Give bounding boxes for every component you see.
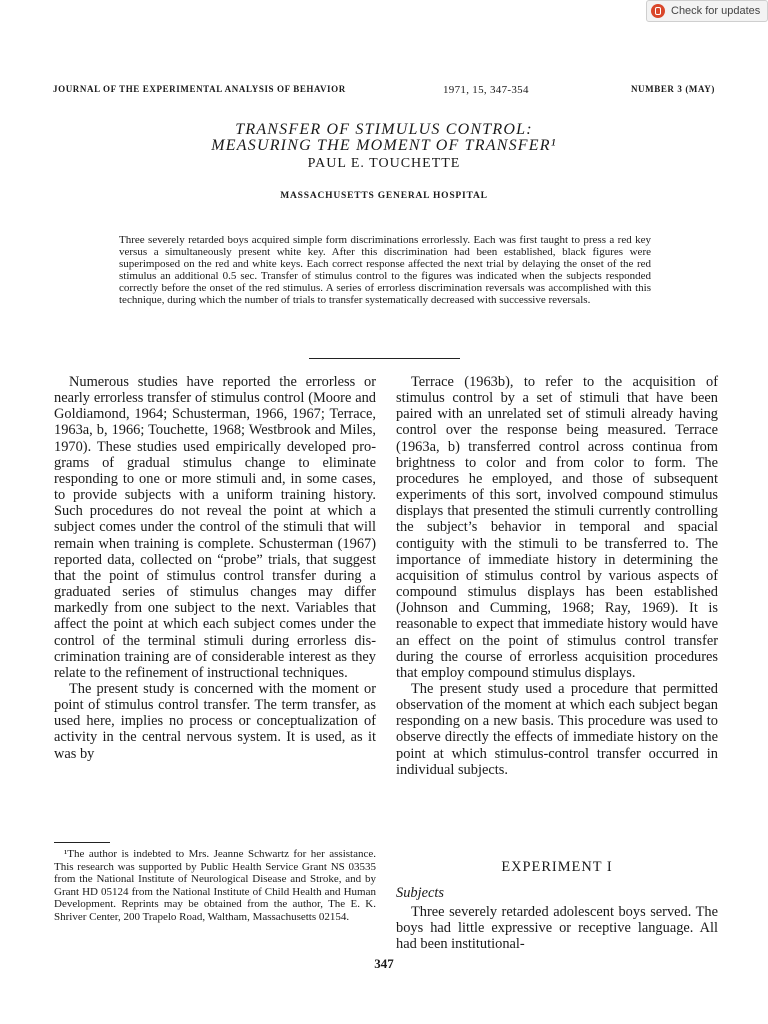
body-paragraph: Terrace (1963b), to refer to the acquisition of stimulus control by a set of stimuli that have been paired with an unrelated set of stimuli already having control over the response being measured. Terrace (1963a, b) transferred control across continua from brightness to color and from color to form. The procedures he employed, and those of subsequent experiments of this sort, involved compound stimulus displays that presented the stimuli currently controlling the subject’s behavior in temporal and spacial contiguity with the stimuli to be transferred to. The importance of immediate history in determining the acquisition of stimulus control by various aspects of compound stimulus displays has been established (Johnson and Cumming, 1968; Ray, 1969). It is reasonable to expect that immediate history would have an effect on the point of stimulus control transfer during the course of errorless acquisition procedures that employ compound stimulus displays. [396, 374, 718, 681]
check-for-updates-badge[interactable] [646, 0, 768, 22]
abstract-text: Three severely retarded boys acquired simple form discriminations errorlessly. Each was first taught to press a red key versus a simultaneously present white key. After this discrimination had been established, black figures were superimposed on the red and white keys. Each correct response affected the next trial by delaying the onset of the red stimulus an additional 0.5 sec. Transfer of stimulus control to the figures was indicated when the subjects responded correctly before the onset of the red stimulus. A series of errorless discrimination reversals was accomplished with this technique, during which the number of trials to transfer systematically decreased with successive reversals. [119, 234, 651, 307]
running-head [53, 84, 715, 98]
page-number: 347 [374, 956, 394, 971]
check-for-updates-label: Check for updates [671, 5, 761, 17]
left-column [54, 374, 376, 762]
right-column [396, 374, 718, 778]
journal-name: JOURNAL OF THE EXPERIMENTAL ANALYSIS OF BEHAVIOR [53, 84, 346, 94]
crossmark-icon [651, 4, 665, 18]
author-affiliation: MASSACHUSETTS GENERAL HOSPITAL [280, 191, 488, 201]
section-divider [309, 358, 460, 359]
author-name: PAUL E. TOUCHETTE [307, 156, 461, 171]
right-column-continued [396, 904, 718, 952]
article-title-line-1: TRANSFER OF STIMULUS CONTROL: [235, 121, 533, 138]
subsection-heading: Subjects [396, 885, 444, 901]
footnote-text: ¹The author is indebted to Mrs. Jeanne Schwartz for her assistance. This research was supported by Public Health Service Grant NS 03535 from the National Institute of Neurological Disease and Stroke, and by Grant HD 05124 from the National Institute of Child Health and Human Development. Reprints may be obtained from the author, The E. K. Shriver Center, 200 Trapelo Road, Waltham, Massachusetts 02154. [54, 848, 376, 923]
article-title-line-2: MEASURING THE MOMENT OF TRANSFER¹ [211, 137, 557, 154]
body-paragraph: The present study used a procedure that permitted observation of the moment at which each subject began responding on a new basis. This procedure was used to observe directly the effects of immediate history on the point at which stimulus-control transfer occurred in individual subjects. [396, 680, 718, 778]
abstract [119, 234, 651, 307]
body-paragraph: The present study is concerned with the moment or point of stimulus control transfer. The term transfer, as used here, implies no process or conceptualization of activity in the central nervous system. It is used, as it was by [54, 680, 376, 762]
body-paragraph: Numerous studies have reported the errorless or nearly errorless transfer of stimulus control (Moore and Goldiamond, 1964; Schusterman, 1966, 1967; Terrace, 1963a, b, 1966; Touchette, 1968; Westbrook and Miles, 1970). These studies used empirically developed programs of gradual stimulus change to eliminate responding to one or more stimuli and, in some cases, to provide subjects with a uniform training history. Such procedures do not reveal the point at which a subject comes under the control of the stimuli that will remain when training is complete. Schusterman (1967) reported data, collected on “probe” trials, that suggest that the point of stimulus control transfer during a graduated series of stimulus changes may differ markedly from one subject to the next. Variables that affect the point at which each subject comes under the control of the terminal stimuli during errorless discrimination training are of considerable interest as they relate to the refinement of instructional techniques. [54, 374, 376, 681]
volume-info: 1971, 15, 347-354 [443, 84, 529, 96]
issue-number: NUMBER 3 (MAY) [630, 84, 715, 94]
body-paragraph: Three severely retarded adolescent boys served. The boys had little expressive or receptive language. All had been institutional- [396, 904, 718, 953]
footnote [54, 848, 376, 924]
footnote-rule [54, 842, 110, 843]
section-heading: EXPERIMENT I [501, 859, 613, 875]
